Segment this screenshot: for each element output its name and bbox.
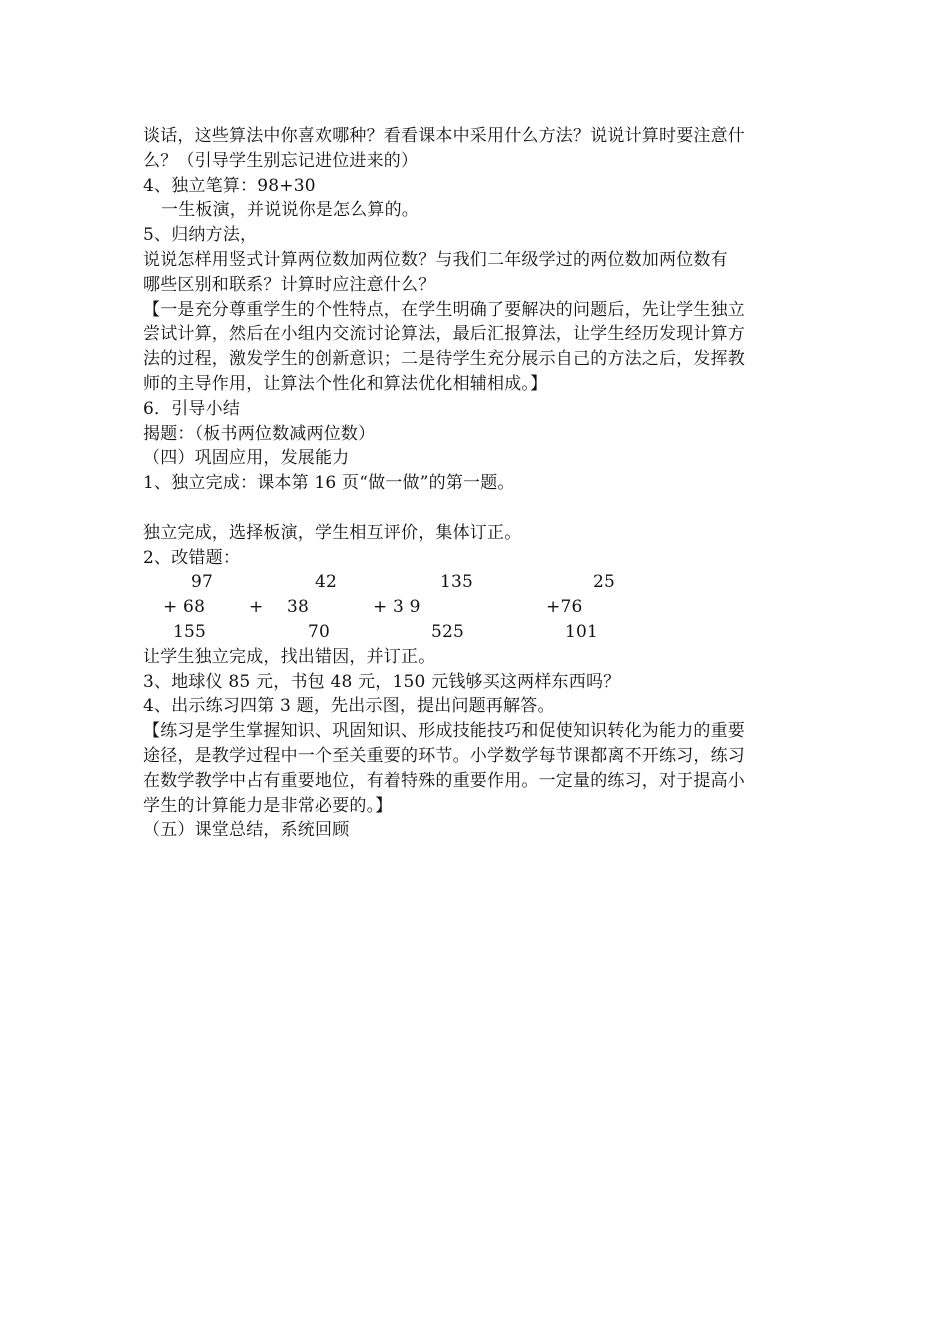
note-line: 在数学教学中占有重要地位，有着特殊的重要作用。一定量的练习，对于提高小 (143, 770, 745, 791)
calc-number: + 3 9 (373, 597, 421, 618)
paragraph-line: 一生板演，并说说你是怎么算的。 (161, 200, 419, 221)
step-heading: 6．引导小结 (143, 398, 241, 419)
calc-number: +76 (546, 597, 583, 618)
paragraph-line: 谈话，这些算法中你喜欢哪种？看看课本中采用什么方法？说说计算时要注意什 (143, 126, 745, 146)
calc-number: 25 (593, 572, 616, 593)
calc-number: 70 (308, 621, 331, 642)
calc-number: 97 (191, 572, 214, 593)
calc-number: 525 (431, 621, 465, 642)
calc-operator: + (249, 597, 264, 618)
section-heading: （五）课堂总结，系统回顾 (143, 820, 350, 841)
calc-row-middle (143, 595, 823, 620)
step-heading: 3、地球仪 85 元，书包 48 元，150 元钱够买这两样东西吗？ (143, 671, 621, 692)
note-line: 尝试计算，然后在小组内交流讨论算法，最后汇报算法，让学生经历发现计算方 (143, 324, 745, 345)
paragraph-line: 哪些区别和联系？计算时应注意什么？ (143, 274, 436, 295)
step-heading: 4、出示练习四第 3 题，先出示图，提出问题再解答。 (143, 696, 555, 717)
step-heading: 1、独立完成：课本第 16 页“做一做”的第一题。 (143, 473, 515, 494)
calc-number: 42 (315, 572, 338, 593)
calc-number: 101 (565, 621, 599, 642)
document-body (143, 124, 823, 843)
note-line: 法的过程，激发学生的创新意识；二是待学生充分展示自己的方法之后，发挥教 (143, 349, 745, 370)
paragraph-line: 揭题：（板书两位数减两位数） (143, 423, 376, 444)
calc-number: 38 (287, 597, 310, 618)
step-heading: 4、独立笔算：98+30 (143, 175, 316, 196)
note-line: 学生的计算能力是非常必要的。】 (143, 795, 393, 816)
calc-row-top (143, 570, 823, 595)
calc-number: 155 (173, 621, 207, 642)
note-line: 【练习是学生掌握知识、巩固知识、形成技能技巧和促使知识转化为能力的重要 (143, 721, 745, 742)
section-heading: （四）巩固应用，发展能力 (143, 448, 350, 469)
calc-number: + 68 (163, 597, 206, 618)
step-heading: 5、归纳方法， (143, 225, 258, 246)
blank-line (143, 496, 823, 521)
paragraph-line: 说说怎样用竖式计算两位数加两位数？与我们二年级学过的两位数加两位数有 (143, 249, 728, 270)
step-heading: 2、改错题： (143, 547, 241, 568)
calc-row-result (143, 620, 823, 645)
paragraph-line: 么？（引导学生别忘记进位进来的） (143, 150, 419, 171)
calc-number: 135 (440, 572, 474, 593)
paragraph-line: 独立完成，选择板演，学生相互评价，集体订正。 (143, 522, 522, 543)
paragraph-line: 让学生独立完成，找出错因，并订正。 (143, 646, 436, 667)
note-line: 途径，是教学过程中一个至关重要的环节。小学数学每节课都离不开练习，练习 (143, 745, 745, 766)
note-line: 【一是充分尊重学生的个性特点，在学生明确了要解决的问题后，先让学生独立 (143, 299, 745, 320)
note-line: 师的主导作用，让算法个性化和算法优化相辅相成。】 (143, 373, 548, 394)
